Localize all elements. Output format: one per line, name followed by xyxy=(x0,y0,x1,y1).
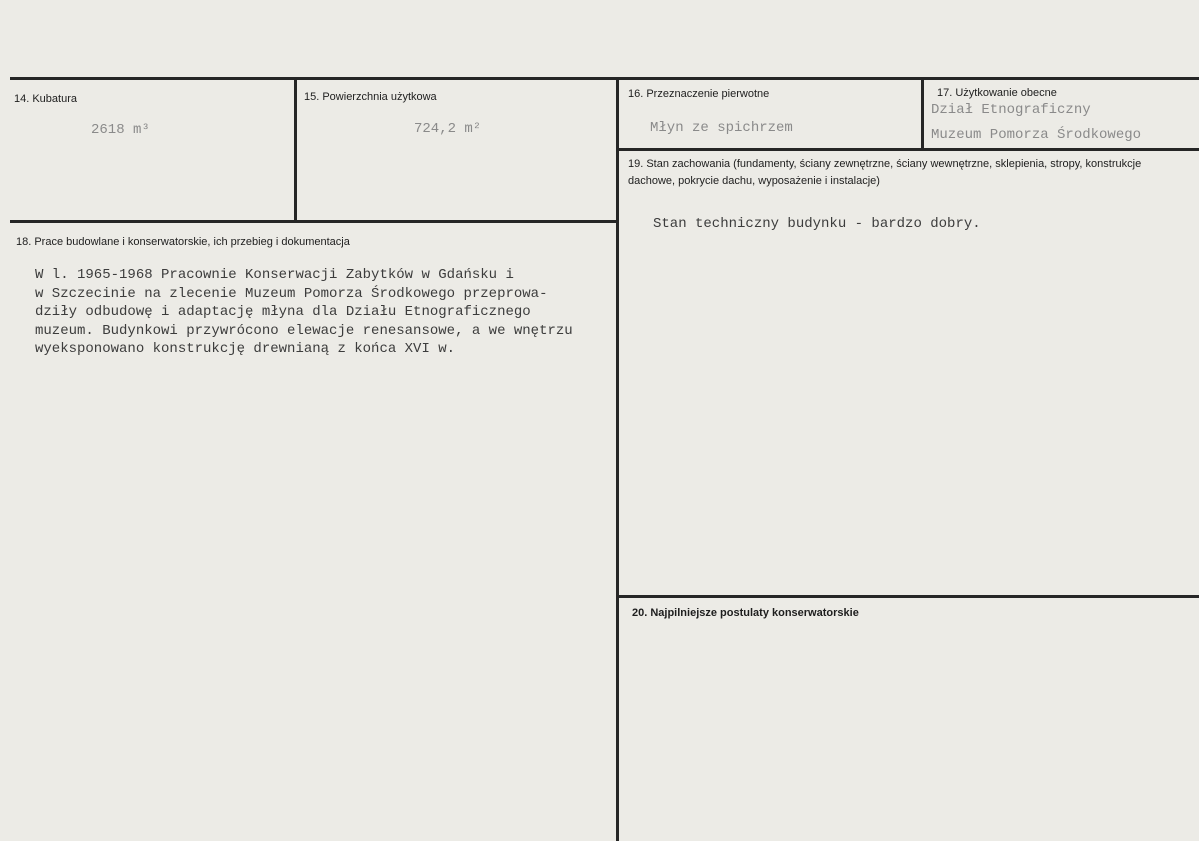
field-16-label: 16. Przeznaczenie pierwotne xyxy=(628,88,770,100)
field-17-line-2: Muzeum Pomorza Środkowego xyxy=(931,127,1142,143)
field-18-label: 18. Prace budowlane i konserwatorskie, ich przebieg i dokumentacja xyxy=(16,236,350,248)
field-18-line: w Szczecinie na zlecenie Muzeum Pomorza Środkowego przeprowa- xyxy=(35,285,548,302)
divider-section-20 xyxy=(618,595,1199,598)
field-19-value: Stan techniczny budynku - bardzo dobry. xyxy=(653,216,981,232)
top-border xyxy=(10,77,1199,80)
field-15-value: 724,2 m² xyxy=(414,121,482,137)
field-18-line: dziły odbudowę i adaptację młyna dla Działu Etnograficznego xyxy=(35,304,531,320)
field-16-value: Młyn ze spichrzem xyxy=(650,120,793,136)
field-18-text xyxy=(35,266,573,359)
field-18-line: wyeksponowano konstrukcję drewnianą z końca XVI w. xyxy=(35,341,456,357)
field-15-label: 15. Powierzchnia użytkowa xyxy=(304,91,437,103)
field-17-label: 17. Użytkowanie obecne xyxy=(937,87,1057,99)
divider-row1-right xyxy=(618,148,1199,151)
field-18-line: muzeum. Budynkowi przywrócono elewacje renesansowe, a we wnętrzu xyxy=(35,322,573,339)
divider-16-17 xyxy=(921,77,924,151)
field-20-label: 20. Najpilniejsze postulaty konserwatorskie xyxy=(632,607,859,619)
divider-row1-left xyxy=(10,220,618,223)
field-14-label: 14. Kubatura xyxy=(14,93,77,105)
field-19-label: 19. Stan zachowania (fundamenty, ściany zewnętrzne, ściany wewnętrzne, sklepienia, stropy, konstrukcje dachowe, pokrycie dachu, wyposażenie i instalacje) xyxy=(628,158,1142,187)
divider-center xyxy=(616,77,619,841)
field-17-line-1: Dział Etnograficzny xyxy=(931,102,1091,118)
field-18-line: W l. 1965-1968 Pracownie Konserwacji Zabytków w Gdańsku i xyxy=(35,267,514,283)
field-14-value: 2618 m³ xyxy=(91,122,150,138)
divider-14-15 xyxy=(294,77,297,223)
